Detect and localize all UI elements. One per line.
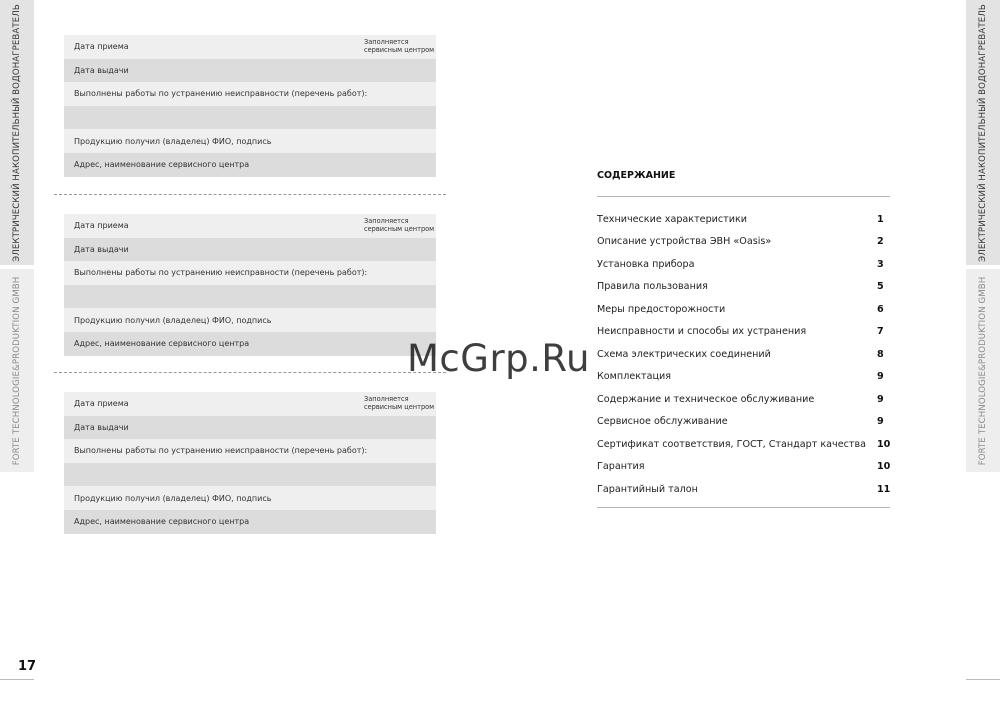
toc-item-page: 10: [877, 461, 891, 473]
toc-item-page: 6: [877, 303, 884, 315]
right-sidebar-brand-tab: [966, 269, 1000, 472]
toc-item-page: 10: [877, 438, 891, 450]
bottom-rule-left: [0, 679, 34, 680]
toc-top-rule: [597, 196, 890, 197]
form-row-service-address: [64, 332, 436, 356]
cut-line-2: [54, 372, 446, 373]
toc-item[interactable]: [597, 298, 890, 321]
toc-item[interactable]: [597, 321, 890, 344]
toc-item[interactable]: [597, 208, 890, 231]
form-row-receipt-date: [64, 35, 436, 59]
form-row-label: Выполнены работы по устранению неисправности (перечень работ):: [74, 268, 368, 278]
form-row-label: Адрес, наименование сервисного центра: [74, 339, 250, 349]
form-row-label: Дата выдачи: [74, 244, 129, 254]
form-row-receipt-date: [64, 214, 436, 238]
toc-item-label: Правила пользования: [597, 281, 708, 293]
toc-item-page: 9: [877, 416, 884, 428]
toc-item-label: Установка прибора: [597, 258, 695, 270]
fill-note: Заполняется сервисным центром: [364, 395, 435, 411]
toc-item[interactable]: [597, 231, 890, 254]
toc-item-label: Неисправности и способы их устранения: [597, 326, 807, 338]
form-row-label: Выполнены работы по устранению неисправности (перечень работ):: [74, 446, 368, 456]
toc-item[interactable]: [597, 366, 890, 389]
toc-item-label: Комплектация: [597, 371, 672, 383]
toc-item-page: 7: [877, 326, 884, 338]
toc-bottom-rule: [597, 507, 890, 508]
form-row-label: Дата приема: [74, 221, 129, 231]
toc-item-label: Сертификат соответствия, ГОСТ, Стандарт качества: [597, 438, 867, 450]
left-sidebar-brand: FORTE TECHNOLOGIE&PRODUKTION GMBH: [12, 276, 22, 465]
toc-item-page: 9: [877, 393, 884, 405]
form-row-issue-date: [64, 238, 436, 262]
form-row-label: Адрес, наименование сервисного центра: [74, 517, 250, 527]
right-sidebar-title-tab: [966, 0, 1000, 265]
toc-item-label: Схема электрических соединений: [597, 348, 771, 360]
form-row-owner-signature: [64, 129, 436, 153]
left-sidebar-brand-tab: [0, 269, 34, 472]
service-coupon-1: [64, 35, 436, 177]
form-row-blank: [64, 285, 436, 309]
toc-item-page: 5: [877, 281, 884, 293]
right-sidebar-title: ЭЛЕКТРИЧЕСКИЙ НАКОПИТЕЛЬНЫЙ ВОДОНАГРЕВАТЕЛЬ: [978, 3, 988, 262]
toc-item-label: Описание устройства ЭВН «Oasis»: [597, 236, 772, 248]
toc-item-label: Технические характеристики: [597, 213, 748, 225]
page-number: 17: [18, 659, 37, 674]
toc-item[interactable]: [597, 456, 890, 479]
toc-item-page: 1: [877, 213, 884, 225]
form-row-service-address: [64, 510, 436, 534]
form-row-label: Адрес, наименование сервисного центра: [74, 160, 250, 170]
form-row-label: Выполнены работы по устранению неисправности (перечень работ):: [74, 89, 368, 99]
left-sidebar-title: ЭЛЕКТРИЧЕСКИЙ НАКОПИТЕЛЬНЫЙ ВОДОНАГРЕВАТЕЛЬ: [12, 3, 22, 262]
toc-item-page: 3: [877, 258, 884, 270]
toc-item-label: Гарантийный талон: [597, 483, 698, 495]
service-coupon-2: [64, 214, 436, 356]
form-row-work-done: [64, 82, 436, 106]
form-row-work-done: [64, 439, 436, 463]
left-sidebar-title-tab: [0, 0, 34, 265]
toc-item-page: 8: [877, 348, 884, 360]
toc-item-page: 9: [877, 371, 884, 383]
toc-item[interactable]: [597, 276, 890, 299]
toc-item[interactable]: [597, 253, 890, 276]
form-row-service-address: [64, 153, 436, 177]
toc-item[interactable]: [597, 411, 890, 434]
form-row-label: Дата выдачи: [74, 65, 129, 75]
form-row-issue-date: [64, 59, 436, 83]
bottom-rule-right: [966, 679, 1000, 680]
fill-note: Заполняется сервисным центром: [364, 38, 435, 54]
form-row-label: Продукцию получил (владелец) ФИО, подпись: [74, 136, 272, 146]
form-row-label: Продукцию получил (владелец) ФИО, подпись: [74, 315, 272, 325]
form-row-blank: [64, 463, 436, 487]
toc-item-label: Гарантия: [597, 461, 645, 473]
form-row-label: Дата приема: [74, 399, 129, 409]
toc-item-page: 11: [877, 483, 891, 495]
form-row-issue-date: [64, 416, 436, 440]
cut-line-1: [54, 194, 446, 195]
toc-item[interactable]: [597, 478, 890, 501]
toc-item-label: Содержание и техническое обслуживание: [597, 393, 815, 405]
form-row-label: Продукцию получил (владелец) ФИО, подпись: [74, 493, 272, 503]
form-row-label: Дата приема: [74, 42, 129, 52]
toc-item-label: Сервисное обслуживание: [597, 416, 728, 428]
toc-item-page: 2: [877, 236, 884, 248]
toc-item-label: Меры предосторожности: [597, 303, 726, 315]
toc-list: [597, 208, 890, 501]
table-of-contents: [597, 166, 890, 508]
form-row-owner-signature: [64, 308, 436, 332]
right-sidebar-brand: FORTE TECHNOLOGIE&PRODUKTION GMBH: [978, 276, 988, 465]
toc-item[interactable]: [597, 343, 890, 366]
form-row-label: Дата выдачи: [74, 422, 129, 432]
service-coupon-3: [64, 392, 436, 534]
form-row-blank: [64, 106, 436, 130]
watermark: McGrp.Ru: [407, 337, 590, 380]
fill-note: Заполняется сервисным центром: [364, 217, 435, 233]
toc-item[interactable]: [597, 388, 890, 411]
form-row-receipt-date: [64, 392, 436, 416]
form-row-owner-signature: [64, 486, 436, 510]
toc-title: СОДЕРЖАНИЕ: [597, 170, 676, 181]
form-row-work-done: [64, 261, 436, 285]
toc-item[interactable]: [597, 433, 890, 456]
